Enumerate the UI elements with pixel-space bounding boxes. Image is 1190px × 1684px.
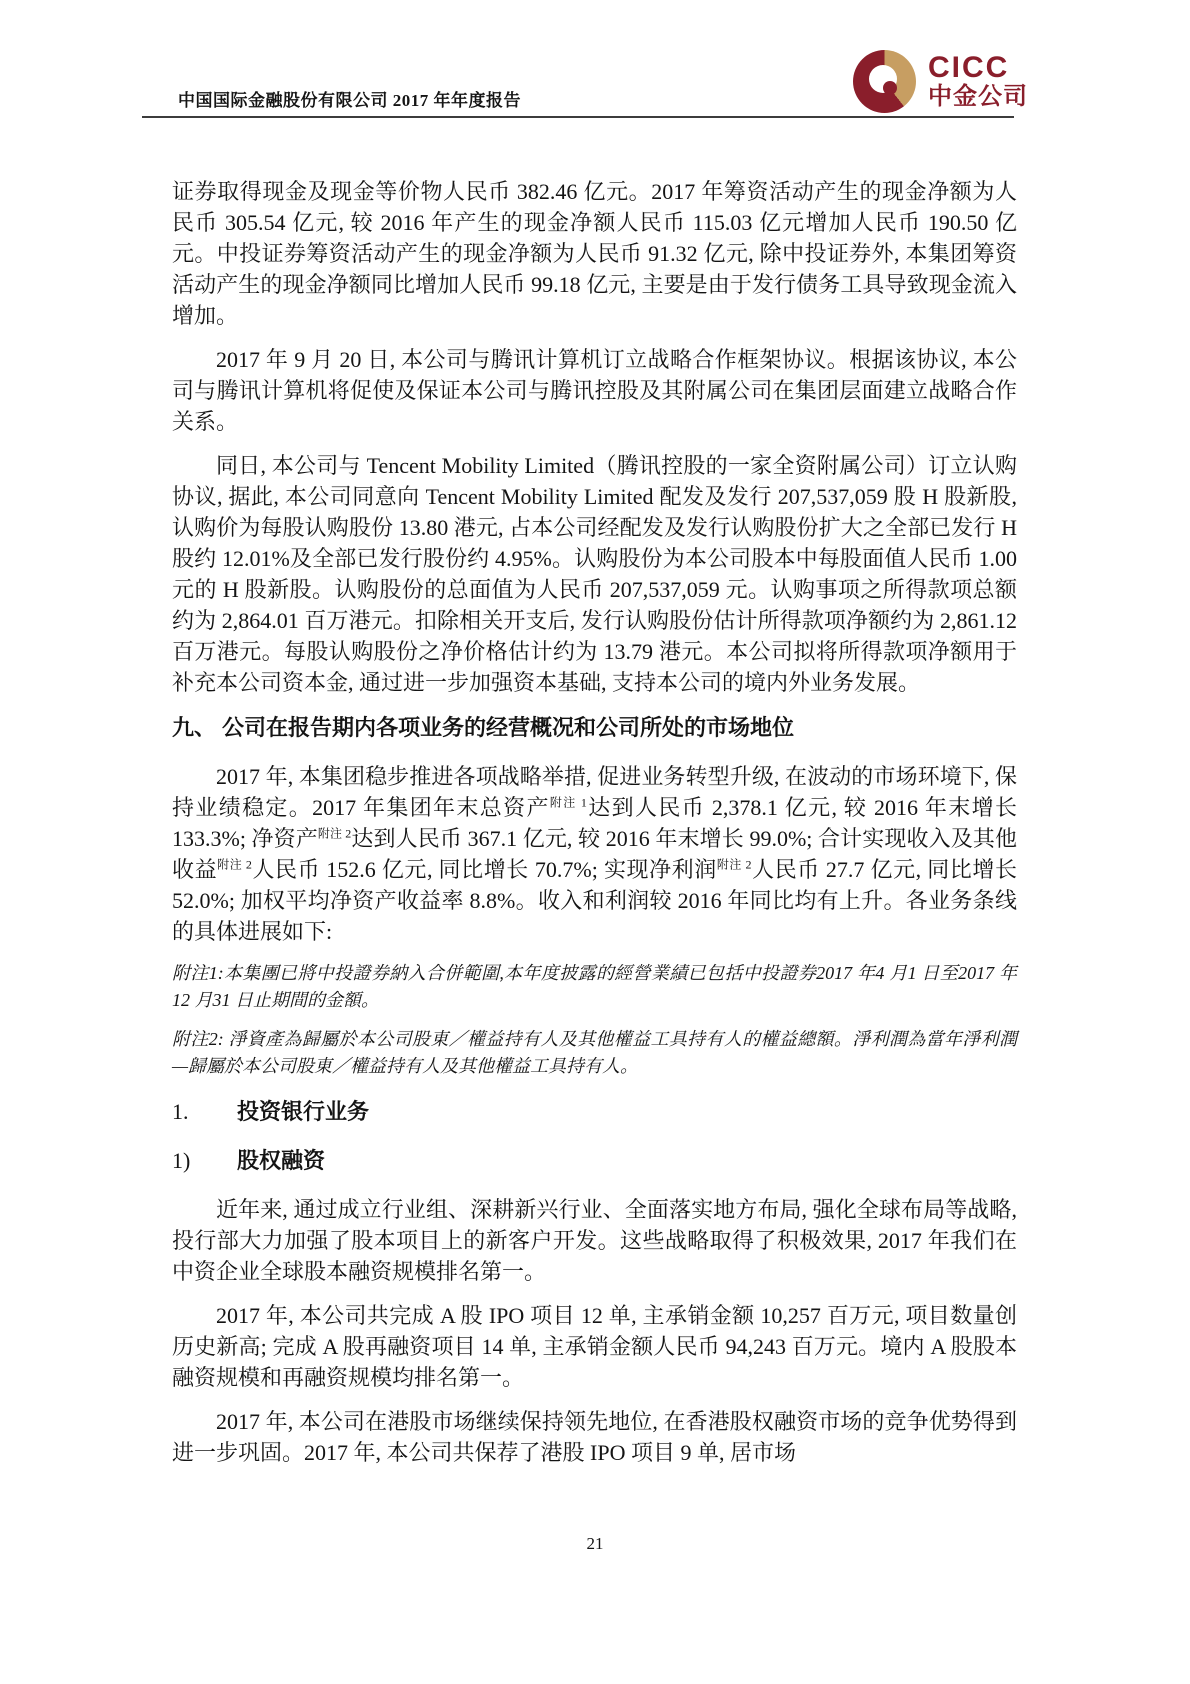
footnote-2: 附注2: 淨資產為歸屬於本公司股東／權益持有人及其他權益工具持有人的權益總額。淨利潤為當年淨利潤—歸屬於本公司股東／權益持有人及其他權益工具持有人。 (172, 1029, 1017, 1076)
paragraph-business-overview: 2017 年, 本集团稳步推进各项战略举措, 促进业务转型升级, 在波动的市场环境下, 保持业绩稳定。2017 年集团年末总资产$^{附注 1}$达到人民币 2,378.1 亿元, 较 2016 年末增长 133.3%; 净资产$^{附注 2}$达到人民币 367.1 亿元, 较 2016 年末增长 99.0%; 合计实现收入及其他收益$^{附注 2}$人民币 152.6 亿元, 同比增长 70.7%; 实现净利润$^{附注 2}$人民币 27.7 亿元, 同比增长 52.0%; 加权平均净资产收益率 8.8%。收入和利润较 2016 年同比均有上升。各业务条线的具体进展如下: (172, 764, 1017, 944)
section-heading-nine (172, 712, 1017, 743)
footnote-1: 附注1:本集團已將中投證券納入合併範圍,本年度披露的經營業績已包括中投證券2017 年4 月1 日至2017 年12 月31 日止期間的金額。 (172, 963, 1017, 1010)
paragraph-subscription: 同日, 本公司与 Tencent Mobility Limited（腾讯控股的一家全资附属公司）订立认购协议, 据此, 本公司同意向 Tencent Mobility Limited 配发及发行 207,537,059 股 H 股新股, 认购价为每股认购股份 13.80 港元, 占本公司经配发及发行认购股份扩大之全部已发行 H 股约 12.01%及全部已发行股份约 4.95%。认购股份为本公司股本中每股面值人民币 1.00 元的 H 股新股。认购股份的总面值为人民币 207,537,059 元。认购事项之所得款项总额约为 2,864.01 百万港元。扣除相关开支后, 发行认购股份估计所得款项净额约为 2,861.12 百万港元。每股认购股份之净价格估计约为 13.79 港元。本公司拟将所得款项净额用于补充本公司资本金, 通过进一步加强资本基础, 支持本公司的境内外业务发展。 (172, 453, 1017, 695)
cicc-coin-icon (853, 50, 916, 113)
paragraph-cash-flow: 证券取得现金及现金等价物人民币 382.46 亿元。2017 年筹资活动产生的现金净额为人民币 305.54 亿元, 较 2016 年产生的现金净额人民币 115.03 亿元增加人民币 190.50 亿元。中投证券筹资活动产生的现金净额为人民币 91.32 亿元, 除中投证券外, 本集团筹资活动产生的现金净额同比增加人民币 99.18 亿元, 主要是由于发行债务工具导致现金流入增加。 (172, 179, 1017, 328)
page-number: 21 (586, 1534, 604, 1553)
header-report-title: 中国国际金融股份有限公司 2017 年年度报告 (178, 91, 521, 110)
section-nine-title: 公司在报告期内各项业务的经营概况和公司所处的市场地位 (222, 715, 795, 740)
cicc-logo-chinese: 中金公司 (928, 83, 1028, 110)
paragraph-a-share-ipo: 2017 年, 本公司共完成 A 股 IPO 项目 12 单, 主承销金额 10,257 百万元, 项目数量创历史新高; 完成 A 股再融资项目 14 单, 主承销金额人民币 94,243 百万元。境内 A 股股本融资规模和再融资规模均排名第一。 (172, 1303, 1017, 1390)
cicc-logo-latin: CICC (928, 51, 1010, 84)
heading-equity-financing (172, 1145, 1017, 1176)
heading-investment-banking-number: 1. (172, 1099, 189, 1124)
header-divider (142, 116, 1014, 118)
heading-investment-banking (172, 1096, 1017, 1127)
cicc-logo (853, 50, 1028, 113)
paragraph-hk-market: 2017 年, 本公司在港股市场继续保持领先地位, 在香港股权融资市场的竞争优势得到进一步巩固。2017 年, 本公司共保荐了港股 IPO 项目 9 单, 居市场 (172, 1409, 1017, 1465)
cicc-logo-text (928, 53, 1028, 110)
heading-equity-financing-number: 1) (172, 1148, 191, 1173)
paragraph-tencent-framework: 2017 年 9 月 20 日, 本公司与腾讯计算机订立战略合作框架协议。根据该协议, 本公司与腾讯计算机将促使及保证本公司与腾讯控股及其附属公司在集团层面建立战略合作关系。 (172, 347, 1017, 434)
paragraph-strategy: 近年来, 通过成立行业组、深耕新兴行业、全面落实地方布局, 强化全球布局等战略, 投行部大力加强了股本项目上的新客户开发。这些战略取得了积极效果, 2017 年我们在中资企业全球股本融资规模排名第一。 (172, 1197, 1017, 1284)
document-body (172, 176, 1017, 1481)
heading-investment-banking-title: 投资银行业务 (237, 1099, 370, 1124)
heading-equity-financing-title: 股权融资 (237, 1148, 326, 1173)
section-nine-number: 九、 (172, 715, 217, 740)
